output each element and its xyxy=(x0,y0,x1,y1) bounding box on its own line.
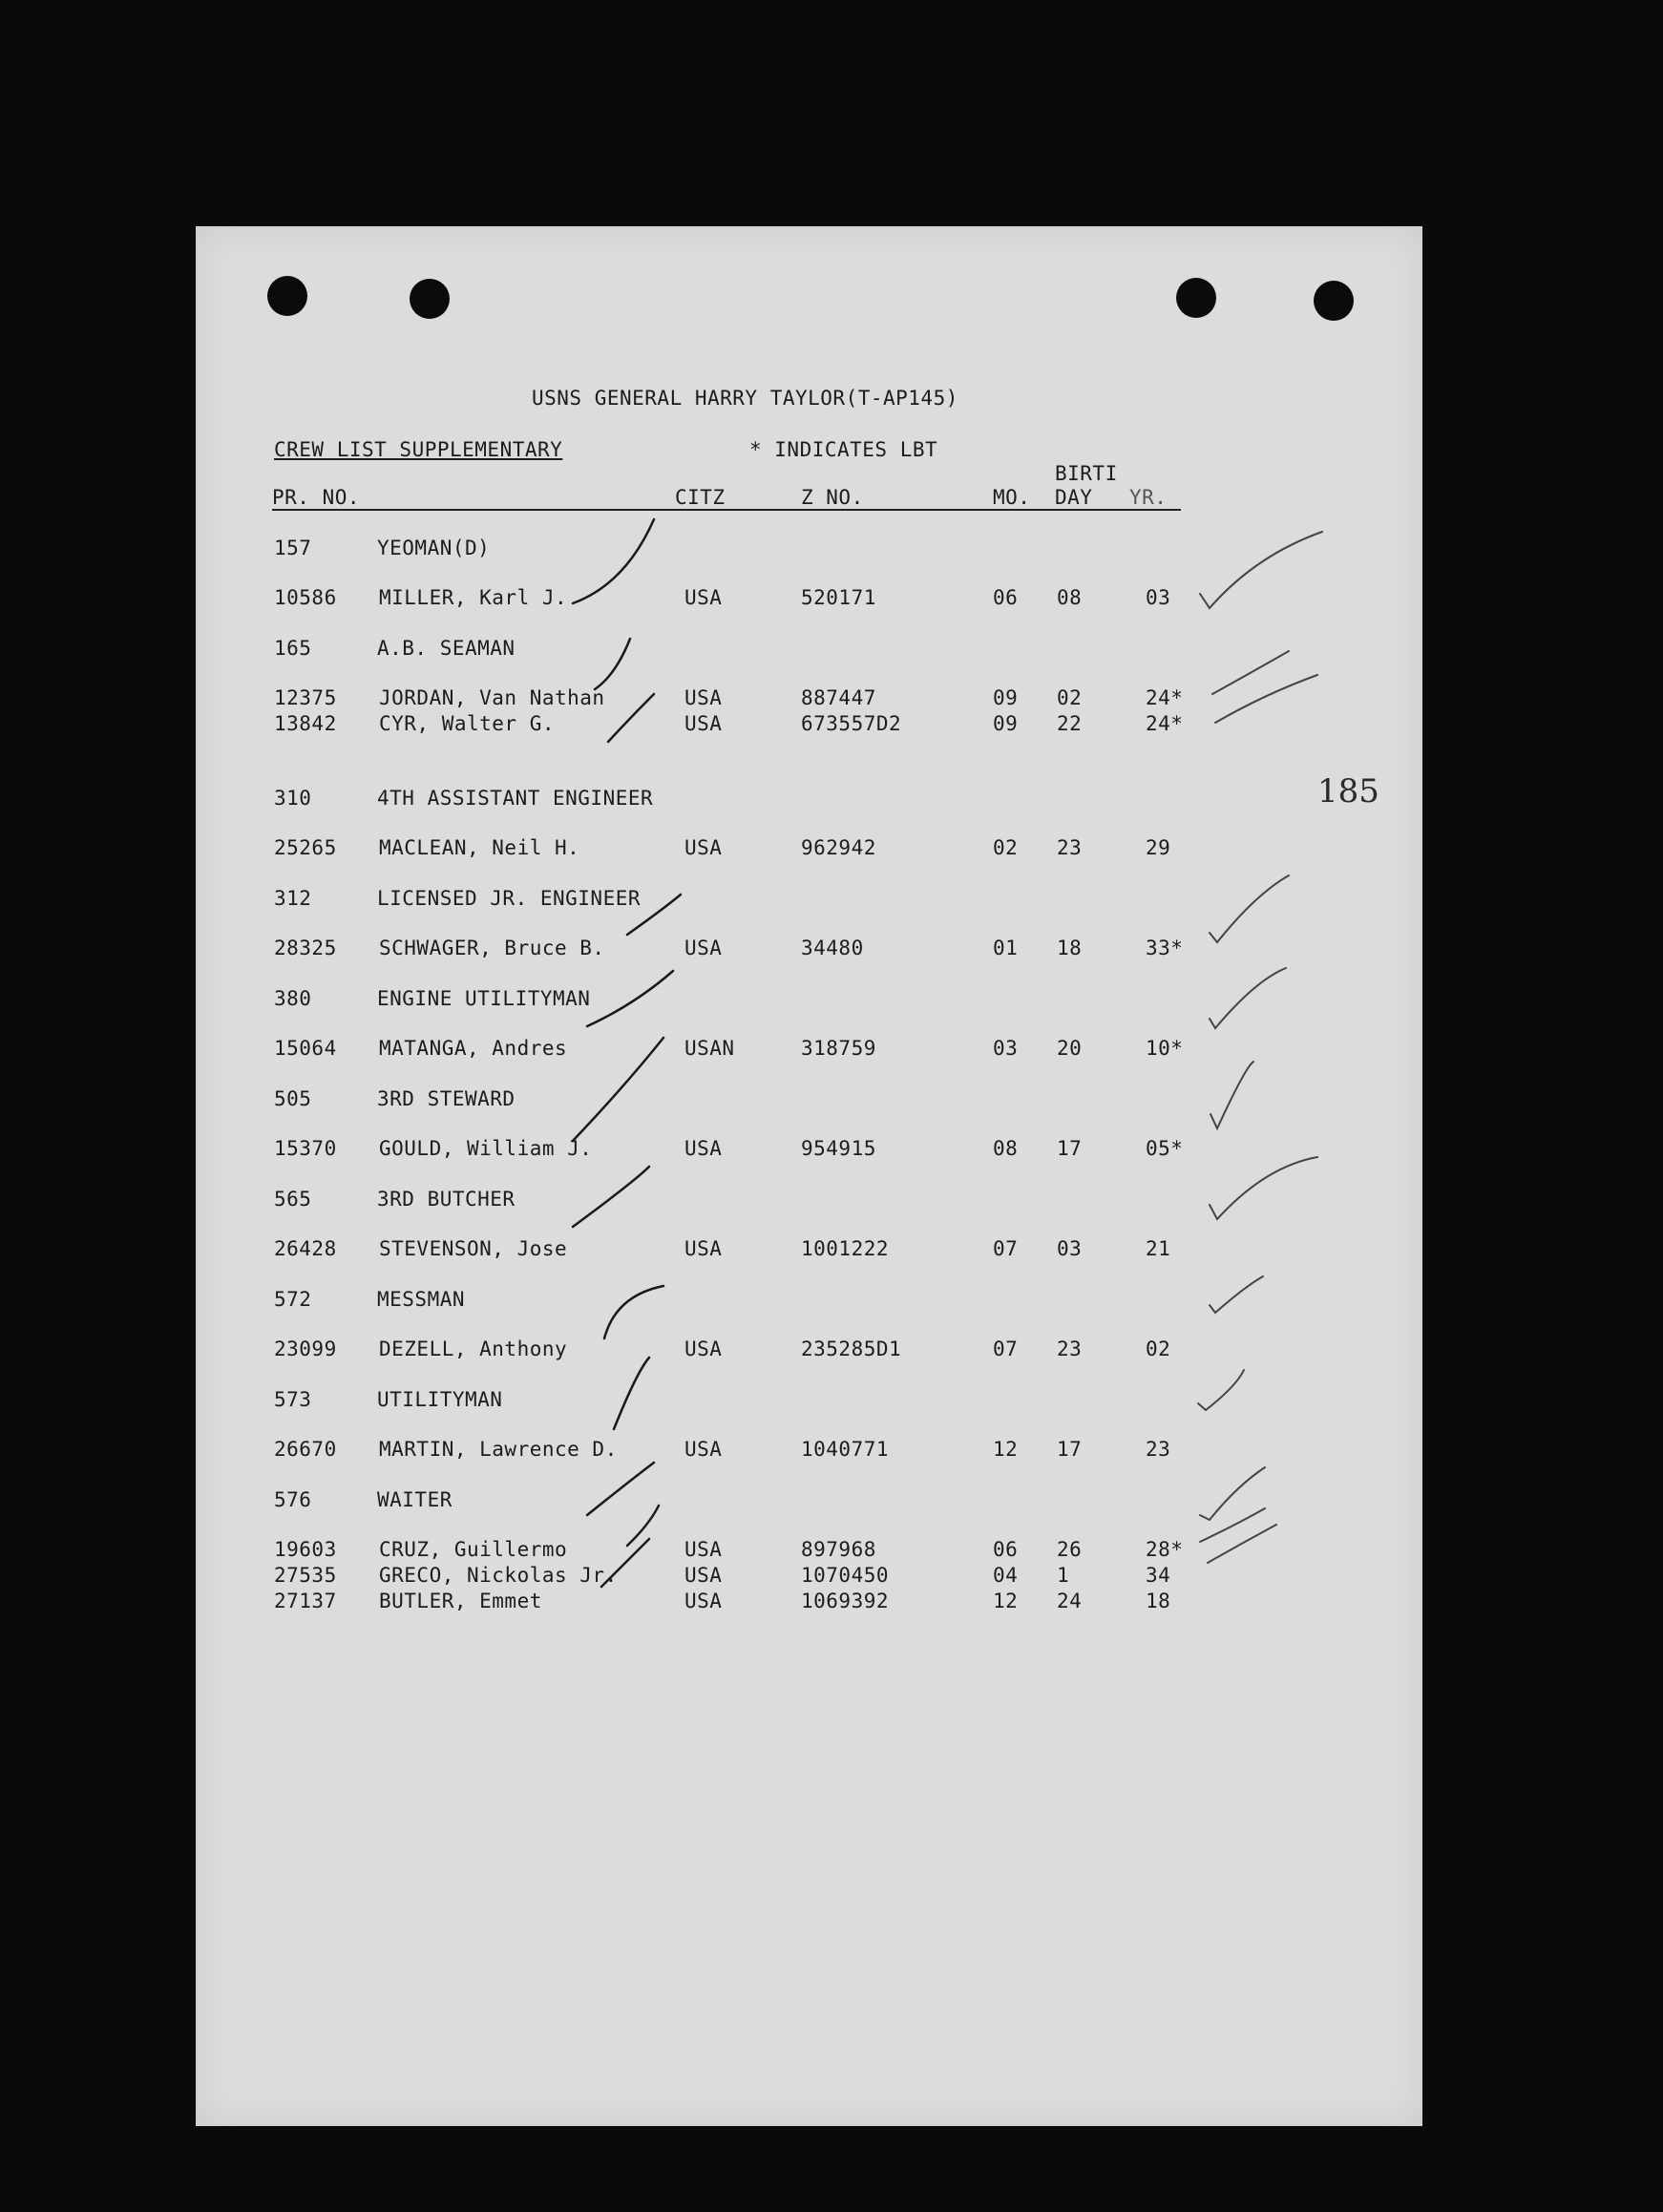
crew-pr-no: 27535 xyxy=(274,1564,337,1587)
crew-name: CYR, Walter G. xyxy=(379,712,556,735)
crew-citizenship: USA xyxy=(684,586,723,609)
crew-z-no: 1069392 xyxy=(801,1590,890,1612)
crew-name: DEZELL, Anthony xyxy=(379,1338,568,1360)
crew-birth-year: 10* xyxy=(1146,1037,1184,1060)
crew-name: BUTLER, Emmet xyxy=(379,1590,542,1612)
crew-z-no: 235285D1 xyxy=(801,1338,902,1360)
crew-z-no: 962942 xyxy=(801,836,876,859)
rating-code: 573 xyxy=(274,1388,312,1411)
crew-z-no: 1040771 xyxy=(801,1438,890,1461)
crew-z-no: 954915 xyxy=(801,1137,876,1160)
header-pr-no: PR. NO. xyxy=(272,486,361,509)
crew-name: SCHWAGER, Bruce B. xyxy=(379,937,605,959)
rating-title: UTILITYMAN xyxy=(377,1388,503,1411)
crew-name: GOULD, William J. xyxy=(379,1137,593,1160)
rating-title: A.B. SEAMAN xyxy=(377,637,516,660)
crew-birth-day: 20 xyxy=(1057,1037,1083,1060)
rating-code: 312 xyxy=(274,887,312,910)
crew-pr-no: 12375 xyxy=(274,686,337,709)
crew-citizenship: USA xyxy=(684,1590,723,1612)
crew-z-no: 34480 xyxy=(801,937,864,959)
rating-code: 572 xyxy=(274,1288,312,1311)
crew-birth-year: 33* xyxy=(1146,937,1184,959)
crew-pr-no: 15064 xyxy=(274,1037,337,1060)
crew-citizenship: USA xyxy=(684,1538,723,1561)
crew-birth-day: 17 xyxy=(1057,1438,1083,1461)
crew-pr-no: 10586 xyxy=(274,586,337,609)
crew-birth-day: 24 xyxy=(1057,1590,1083,1612)
crew-birth-year: 21 xyxy=(1146,1237,1171,1260)
rating-title: YEOMAN(D) xyxy=(377,537,491,559)
rating-title: LICENSED JR. ENGINEER xyxy=(377,887,642,910)
crew-birth-day: 18 xyxy=(1057,937,1083,959)
crew-birth-day: 23 xyxy=(1057,836,1083,859)
crew-birth-month: 01 xyxy=(993,937,1019,959)
crew-birth-year: 02 xyxy=(1146,1338,1171,1360)
crew-birth-day: 17 xyxy=(1057,1137,1083,1160)
crew-birth-year: 03 xyxy=(1146,586,1171,609)
rating-code: 565 xyxy=(274,1188,312,1211)
crew-name: MILLER, Karl J. xyxy=(379,586,568,609)
document-title: USNS GENERAL HARRY TAYLOR(T-AP145) xyxy=(532,387,958,410)
crew-birth-month: 07 xyxy=(993,1338,1019,1360)
crew-birth-year: 24* xyxy=(1146,686,1184,709)
crew-pr-no: 13842 xyxy=(274,712,337,735)
crew-name: MATANGA, Andres xyxy=(379,1037,568,1060)
crew-birth-day: 02 xyxy=(1057,686,1083,709)
crew-citizenship: USA xyxy=(684,1338,723,1360)
crew-citizenship: USA xyxy=(684,1564,723,1587)
crew-z-no: 673557D2 xyxy=(801,712,902,735)
crew-birth-month: 12 xyxy=(993,1438,1019,1461)
crew-citizenship: USA xyxy=(684,1237,723,1260)
crew-pr-no: 26670 xyxy=(274,1438,337,1461)
crew-z-no: 1001222 xyxy=(801,1237,890,1260)
crew-name: JORDAN, Van Nathan xyxy=(379,686,605,709)
crew-citizenship: USAN xyxy=(684,1037,735,1060)
header-citz: CITZ xyxy=(675,486,726,509)
rating-title: 3RD STEWARD xyxy=(377,1087,516,1110)
crew-pr-no: 15370 xyxy=(274,1137,337,1160)
rating-title: WAITER xyxy=(377,1488,453,1511)
rating-title: ENGINE UTILITYMAN xyxy=(377,987,591,1010)
crew-name: GRECO, Nickolas Jr. xyxy=(379,1564,618,1587)
crew-birth-day: 26 xyxy=(1057,1538,1083,1561)
crew-birth-month: 06 xyxy=(993,586,1019,609)
rating-title: MESSMAN xyxy=(377,1288,466,1311)
header-birth: BIRTI xyxy=(1055,462,1118,485)
header-day: DAY xyxy=(1055,486,1093,509)
crew-z-no: 887447 xyxy=(801,686,876,709)
crew-citizenship: USA xyxy=(684,1438,723,1461)
crew-name: MACLEAN, Neil H. xyxy=(379,836,580,859)
list-title: CREW LIST SUPPLEMENTARY xyxy=(274,438,563,461)
crew-pr-no: 23099 xyxy=(274,1338,337,1360)
crew-birth-year: 18 xyxy=(1146,1590,1171,1612)
legend-note: * INDICATES LBT xyxy=(749,438,938,461)
crew-pr-no: 27137 xyxy=(274,1590,337,1612)
rating-code: 380 xyxy=(274,987,312,1010)
crew-z-no: 897968 xyxy=(801,1538,876,1561)
crew-birth-month: 03 xyxy=(993,1037,1019,1060)
rating-code: 157 xyxy=(274,537,312,559)
crew-pr-no: 25265 xyxy=(274,836,337,859)
crew-pr-no: 19603 xyxy=(274,1538,337,1561)
crew-z-no: 318759 xyxy=(801,1037,876,1060)
crew-birth-month: 09 xyxy=(993,712,1019,735)
header-yr: YR. xyxy=(1129,486,1168,509)
crew-citizenship: USA xyxy=(684,836,723,859)
rating-code: 576 xyxy=(274,1488,312,1511)
crew-name: STEVENSON, Jose xyxy=(379,1237,568,1260)
crew-name: CRUZ, Guillermo xyxy=(379,1538,568,1561)
crew-birth-day: 23 xyxy=(1057,1338,1083,1360)
crew-birth-month: 04 xyxy=(993,1564,1019,1587)
crew-birth-year: 28* xyxy=(1146,1538,1184,1561)
header-mo: MO. xyxy=(993,486,1031,509)
crew-pr-no: 28325 xyxy=(274,937,337,959)
crew-birth-year: 29 xyxy=(1146,836,1171,859)
crew-birth-month: 12 xyxy=(993,1590,1019,1612)
rating-code: 505 xyxy=(274,1087,312,1110)
crew-birth-day: 03 xyxy=(1057,1237,1083,1260)
crew-birth-month: 02 xyxy=(993,836,1019,859)
crew-z-no: 520171 xyxy=(801,586,876,609)
rating-title: 4TH ASSISTANT ENGINEER xyxy=(377,787,654,810)
crew-birth-year: 05* xyxy=(1146,1137,1184,1160)
crew-birth-year: 24* xyxy=(1146,712,1184,735)
crew-citizenship: USA xyxy=(684,686,723,709)
rating-title: 3RD BUTCHER xyxy=(377,1188,516,1211)
crew-citizenship: USA xyxy=(684,712,723,735)
crew-citizenship: USA xyxy=(684,937,723,959)
crew-birth-month: 08 xyxy=(993,1137,1019,1160)
document-page xyxy=(196,226,1422,2126)
crew-z-no: 1070450 xyxy=(801,1564,890,1587)
crew-birth-day: 08 xyxy=(1057,586,1083,609)
crew-birth-year: 34 xyxy=(1146,1564,1171,1587)
rating-code: 310 xyxy=(274,787,312,810)
crew-citizenship: USA xyxy=(684,1137,723,1160)
crew-name: MARTIN, Lawrence D. xyxy=(379,1438,618,1461)
crew-birth-year: 23 xyxy=(1146,1438,1171,1461)
crew-pr-no: 26428 xyxy=(274,1237,337,1260)
rating-code: 165 xyxy=(274,637,312,660)
handwritten-marks xyxy=(196,226,1422,2126)
crew-birth-day: 1 xyxy=(1057,1564,1070,1587)
page-number: 185 xyxy=(1317,772,1379,811)
header-z-no: Z NO. xyxy=(801,486,864,509)
crew-birth-month: 06 xyxy=(993,1538,1019,1561)
crew-birth-month: 09 xyxy=(993,686,1019,709)
crew-birth-month: 07 xyxy=(993,1237,1019,1260)
crew-birth-day: 22 xyxy=(1057,712,1083,735)
